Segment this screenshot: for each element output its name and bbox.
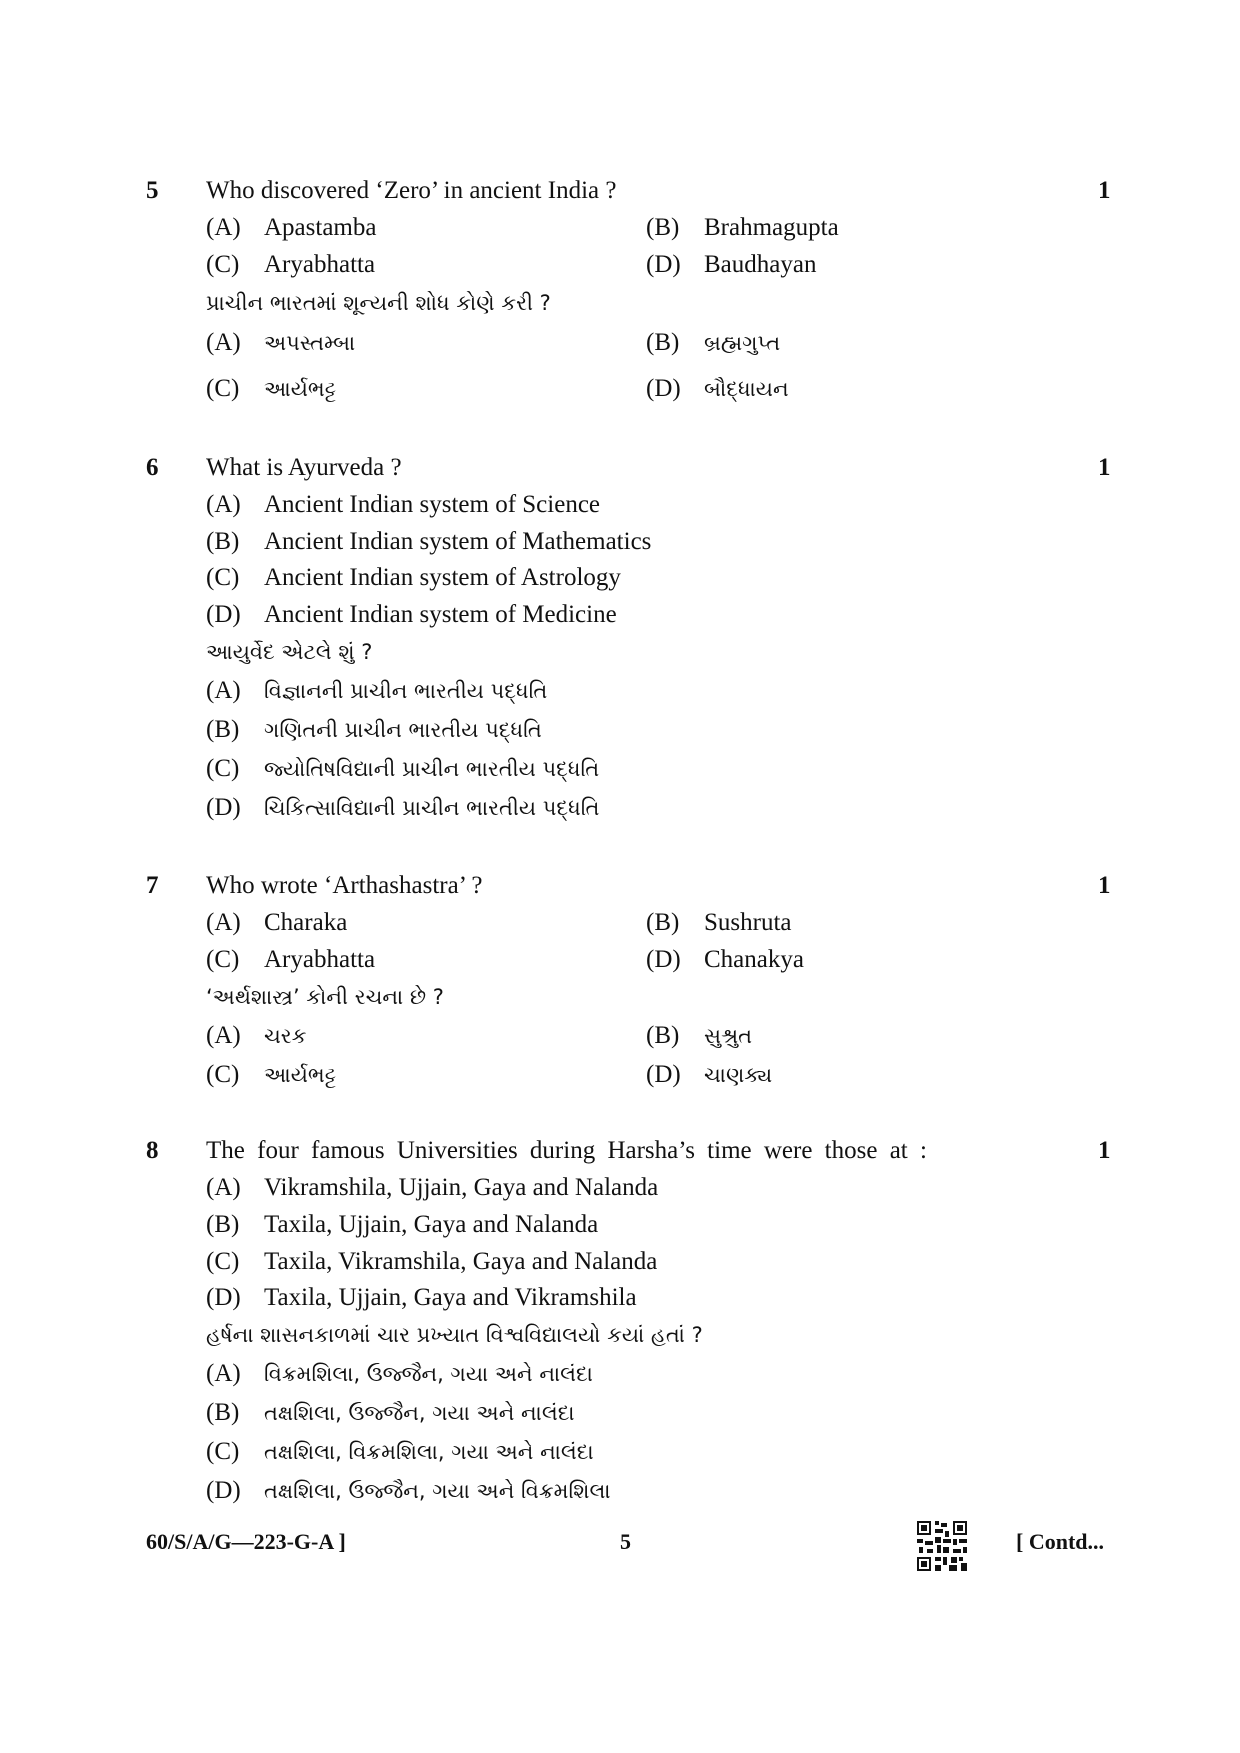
option-c: (C) Aryabhatta [206,946,376,973]
gujarati-option-c: (C) આર્યભટ્ટ [206,1061,337,1088]
page-number: 5 [620,1529,631,1554]
question-text: Who wrote ‘Arthashastra’ ? [206,872,483,899]
question-marks: 1 [1098,1137,1111,1164]
question-number: 6 [146,454,159,481]
option-a: (A) Apastamba [206,214,377,241]
gujarati-option-c: (C) જ્યોતિષવિદ્યાની પ્રાચીન ભારતીય પદ્ધતિ [206,755,600,782]
gujarati-option-d: (D) ચાણક્ય [646,1061,773,1088]
question-number: 7 [146,872,159,899]
question-marks: 1 [1098,177,1111,204]
gujarati-option-d: (D) ચિકિત્સાવિદ્યાની પ્રાચીન ભારતીય પદ્ધતિ [206,794,600,821]
option-c: (C) Taxila, Vikramshila, Gaya and Nalanda [206,1248,658,1275]
option-d: (D) Chanakya [646,946,804,973]
gujarati-option-a: (A) ચરક [206,1022,307,1049]
gujarati-option-c: (C) તક્ષશિલા, વિક્રમશિલા, ગયા અને નાલંદા [206,1438,594,1465]
option-b: (B) Brahmagupta [646,214,839,241]
gujarati-option-b: (B) તક્ષશિલા, ઉજ્જૈન, ગયા અને નાલંદા [206,1399,575,1426]
question-marks: 1 [1098,872,1111,899]
qr-code-icon [917,1521,967,1571]
continued-label: [ Contd... [1016,1529,1105,1554]
option-a: (A) Ancient Indian system of Science [206,491,601,518]
question-marks: 1 [1098,454,1111,481]
gujarati-option-b: (B) સુશ્રુત [646,1022,753,1049]
option-a: (A) Vikramshila, Ujjain, Gaya and Nalanda [206,1174,659,1201]
gujarati-option-d: (D) બૌદ્ધાયન [646,375,789,402]
question-text: Who discovered ‘Zero’ in ancient India ? [206,177,617,204]
option-d: (D) Baudhayan [646,251,817,278]
gujarati-option-a: (A) વિક્રમશિલા, ઉજ્જૈન, ગયા અને નાલંદા [206,1360,593,1387]
option-c: (C) Aryabhatta [206,251,376,278]
option-d: (D) Ancient Indian system of Medicine [206,601,617,628]
gujarati-option-a: (A) વિજ્ઞાનની પ્રાચીન ભારતીય પદ્ધતિ [206,677,548,704]
gujarati-question-text: ‘અર્થશાસ્ત્ર’ કોની રચના છે ? [206,985,444,1009]
gujarati-option-a: (A) અપસ્તમ્બા [206,329,356,356]
option-a: (A) Charaka [206,909,348,936]
option-c: (C) Ancient Indian system of Astrology [206,564,621,591]
gujarati-option-d: (D) તક્ષશિલા, ઉજ્જૈન, ગયા અને વિક્રમશિલા [206,1477,611,1504]
question-text: The four famous Universities during Harsha’s time were those at : [206,1137,927,1164]
option-b: (B) Ancient Indian system of Mathematics [206,528,652,555]
paper-code: 60/S/A/G—223-G-A ] [146,1529,346,1554]
question-number: 8 [146,1137,159,1164]
option-b: (B) Sushruta [646,909,792,936]
question-number: 5 [146,177,159,204]
option-b: (B) Taxila, Ujjain, Gaya and Nalanda [206,1211,599,1238]
option-d: (D) Taxila, Ujjain, Gaya and Vikramshila [206,1284,637,1311]
gujarati-question-text: હર્ષના શાસનકાળમાં ચાર પ્રખ્યાત વિશ્વવિદ્યાલયો કયાં હતાં ? [206,1323,703,1347]
gujarati-question-text: આયુર્વેદ એટલે શું ? [206,640,373,664]
gujarati-option-b: (B) ગણિતની પ્રાચીન ભારતીય પદ્ધતિ [206,716,542,743]
gujarati-option-b: (B) બ્રહ્મગુપ્ત [646,329,781,356]
question-text: What is Ayurveda ? [206,454,402,481]
gujarati-option-c: (C) આર્યભટ્ટ [206,375,337,402]
gujarati-question-text: પ્રાચીન ભારતમાં શૂન્યની શોધ કોણે કરી ? [206,291,551,315]
